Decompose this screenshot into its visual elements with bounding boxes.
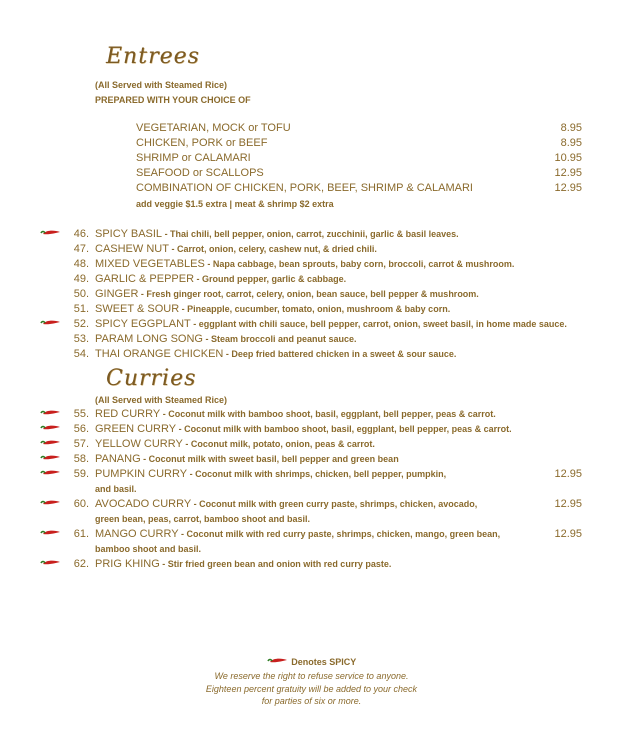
menu-item bbox=[40, 288, 585, 303]
item-name-line bbox=[95, 303, 450, 315]
spicy-legend bbox=[0, 657, 623, 668]
item-name: PANANG bbox=[95, 453, 141, 465]
item-number: 54. bbox=[73, 348, 89, 360]
item-number: 52. bbox=[73, 318, 89, 330]
decorative-border-top bbox=[0, 0, 623, 18]
item-number: 51. bbox=[73, 303, 89, 315]
choice-price: 8.95 bbox=[560, 122, 582, 134]
item-number: 50. bbox=[73, 288, 89, 300]
item-price: 12.95 bbox=[554, 468, 582, 480]
item-description: - eggplant with chili sauce, bell pepper, carrot, onion, sweet basil, in home made sauce. bbox=[190, 319, 567, 329]
item-name: THAI ORANGE CHICKEN bbox=[95, 348, 224, 360]
item-description: - Coconut milk with shrimps, chicken, bell pepper, pumpkin, bbox=[187, 469, 447, 479]
gratuity-note: Eighteen percent gratuity will be added to your check bbox=[205, 684, 418, 694]
curries-title: Curries bbox=[106, 366, 197, 391]
item-name: PUMPKIN CURRY bbox=[95, 468, 188, 480]
item-description: - Stir fried green bean and onion with red curry paste. bbox=[159, 559, 392, 569]
menu-item bbox=[40, 528, 585, 543]
choice-name: COMBINATION OF CHICKEN, PORK, BEEF, SHRIMP & CALAMARI bbox=[136, 182, 473, 194]
item-name-line bbox=[95, 468, 446, 480]
menu-item bbox=[40, 498, 585, 513]
item-description: - Coconut milk with sweet basil, bell pepper and green bean bbox=[140, 454, 399, 464]
item-description: - Steam broccoli and peanut sauce. bbox=[202, 334, 357, 344]
item-description-continued: and basil. bbox=[95, 484, 137, 494]
choice-price: 10.95 bbox=[554, 152, 582, 164]
item-number: 58. bbox=[73, 453, 89, 465]
item-name: GARLIC & PEPPER bbox=[95, 273, 195, 285]
menu-item bbox=[40, 453, 585, 468]
menu-item bbox=[40, 273, 585, 288]
refuse-service-note: We reserve the right to refuse service to anyone. bbox=[214, 671, 409, 681]
item-number: 56. bbox=[73, 423, 89, 435]
menu-item bbox=[40, 408, 585, 423]
menu-item bbox=[40, 558, 585, 573]
item-name-line bbox=[95, 438, 375, 450]
item-name: PRIG KHING bbox=[95, 558, 160, 570]
item-number: 60. bbox=[73, 498, 89, 510]
item-number: 46. bbox=[73, 228, 89, 240]
choice-name: CHICKEN, PORK or BEEF bbox=[136, 137, 268, 149]
item-name-line bbox=[95, 453, 399, 465]
item-number: 62. bbox=[73, 558, 89, 570]
item-name: GREEN CURRY bbox=[95, 423, 177, 435]
item-description-continued: bamboo shoot and basil. bbox=[95, 544, 202, 554]
item-description-continued: green bean, peas, carrot, bamboo shoot and basil. bbox=[95, 514, 311, 524]
item-description: - Coconut milk with green curry paste, shrimps, chicken, avocado, bbox=[191, 499, 478, 509]
item-description: - Napa cabbage, bean sprouts, baby corn, broccoli, carrot & mushroom. bbox=[204, 259, 515, 269]
item-name-line bbox=[95, 408, 496, 420]
item-name-line bbox=[95, 528, 500, 540]
choice-row bbox=[136, 152, 582, 167]
party-size-note: for parties of six or more. bbox=[261, 696, 362, 706]
item-name: GINGER bbox=[95, 288, 139, 300]
item-description: - Ground pepper, garlic & cabbage. bbox=[194, 274, 347, 284]
menu-item bbox=[40, 468, 585, 483]
item-number: 61. bbox=[73, 528, 89, 540]
entrees-choice-note: PREPARED WITH YOUR CHOICE OF bbox=[95, 95, 251, 105]
entrees-rice-note: (All Served with Steamed Rice) bbox=[95, 80, 228, 90]
item-description: - Carrot, onion, celery, cashew nut, & dried chili. bbox=[168, 244, 377, 254]
choice-name: VEGETARIAN, MOCK or TOFU bbox=[136, 122, 291, 134]
menu-item bbox=[40, 348, 585, 363]
item-name-line bbox=[95, 243, 377, 255]
choice-row bbox=[136, 167, 582, 182]
item-number: 49. bbox=[73, 273, 89, 285]
choice-row bbox=[136, 122, 582, 137]
item-name-line bbox=[95, 333, 357, 345]
item-price: 12.95 bbox=[554, 528, 582, 540]
item-description: - Coconut milk with bamboo shoot, basil, eggplant, bell pepper, peas & carrot. bbox=[160, 409, 496, 419]
menu-item bbox=[40, 243, 585, 258]
item-name: YELLOW CURRY bbox=[95, 438, 183, 450]
item-name: AVOCADO CURRY bbox=[95, 498, 192, 510]
item-name-line bbox=[95, 228, 459, 240]
item-number: 53. bbox=[73, 333, 89, 345]
choice-price: 8.95 bbox=[560, 137, 582, 149]
item-name-line bbox=[95, 318, 567, 330]
choice-name: SHRIMP or CALAMARI bbox=[136, 152, 251, 164]
menu-item bbox=[40, 303, 585, 318]
chili-pepper-icon bbox=[267, 657, 289, 668]
item-description: - Pineapple, cucumber, tomato, onion, mushroom & baby corn. bbox=[179, 304, 451, 314]
menu-item bbox=[40, 438, 585, 453]
item-name: RED CURRY bbox=[95, 408, 161, 420]
item-number: 57. bbox=[73, 438, 89, 450]
item-name-line bbox=[95, 558, 391, 570]
menu-item bbox=[40, 228, 585, 243]
item-name: CASHEW NUT bbox=[95, 243, 169, 255]
item-description: - Coconut milk with red curry paste, shrimps, chicken, mango, green bean, bbox=[178, 529, 501, 539]
item-name-line bbox=[95, 423, 512, 435]
item-description: - Thai chili, bell pepper, onion, carrot, zucchinii, garlic & basil leaves. bbox=[162, 229, 459, 239]
choice-row bbox=[136, 182, 582, 197]
item-number: 47. bbox=[73, 243, 89, 255]
item-description: - Coconut milk with bamboo shoot, basil, eggplant, bell pepper, peas & carrot. bbox=[176, 424, 512, 434]
item-name-line bbox=[95, 288, 479, 300]
item-name: MIXED VEGETABLES bbox=[95, 258, 205, 270]
item-name-line bbox=[95, 498, 477, 510]
item-description: - Deep fried battered chicken in a sweet & sour sauce. bbox=[223, 349, 457, 359]
decorative-border-bottom bbox=[0, 737, 623, 755]
item-number: 48. bbox=[73, 258, 89, 270]
choice-row bbox=[136, 137, 582, 152]
item-name: SPICY EGGPLANT bbox=[95, 318, 191, 330]
choice-price: 12.95 bbox=[554, 167, 582, 179]
item-price: 12.95 bbox=[554, 498, 582, 510]
item-description: - Fresh ginger root, carrot, celery, onion, bean sauce, bell pepper & mushroom. bbox=[138, 289, 479, 299]
item-name-line bbox=[95, 348, 456, 360]
entrees-title: Entrees bbox=[106, 44, 200, 69]
item-name: PARAM LONG SONG bbox=[95, 333, 203, 345]
item-description: - Coconut milk, potato, onion, peas & carrot. bbox=[182, 439, 375, 449]
item-name: SPICY BASIL bbox=[95, 228, 163, 240]
choice-price: 12.95 bbox=[554, 182, 582, 194]
choice-name: SEAFOOD or SCALLOPS bbox=[136, 167, 264, 179]
item-number: 55. bbox=[73, 408, 89, 420]
menu-item bbox=[40, 423, 585, 438]
item-number: 59. bbox=[73, 468, 89, 480]
menu-item bbox=[40, 258, 585, 273]
extra-charge-note: add veggie $1.5 extra | meat & shrimp $2 extra bbox=[136, 199, 334, 209]
item-name-line bbox=[95, 273, 346, 285]
item-name-line bbox=[95, 258, 514, 270]
item-name: MANGO CURRY bbox=[95, 528, 179, 540]
spicy-legend-text: Denotes SPICY bbox=[291, 657, 357, 667]
curries-rice-note: (All Served with Steamed Rice) bbox=[95, 395, 228, 405]
menu-item bbox=[40, 318, 585, 333]
menu-item bbox=[40, 333, 585, 348]
item-name: SWEET & SOUR bbox=[95, 303, 180, 315]
